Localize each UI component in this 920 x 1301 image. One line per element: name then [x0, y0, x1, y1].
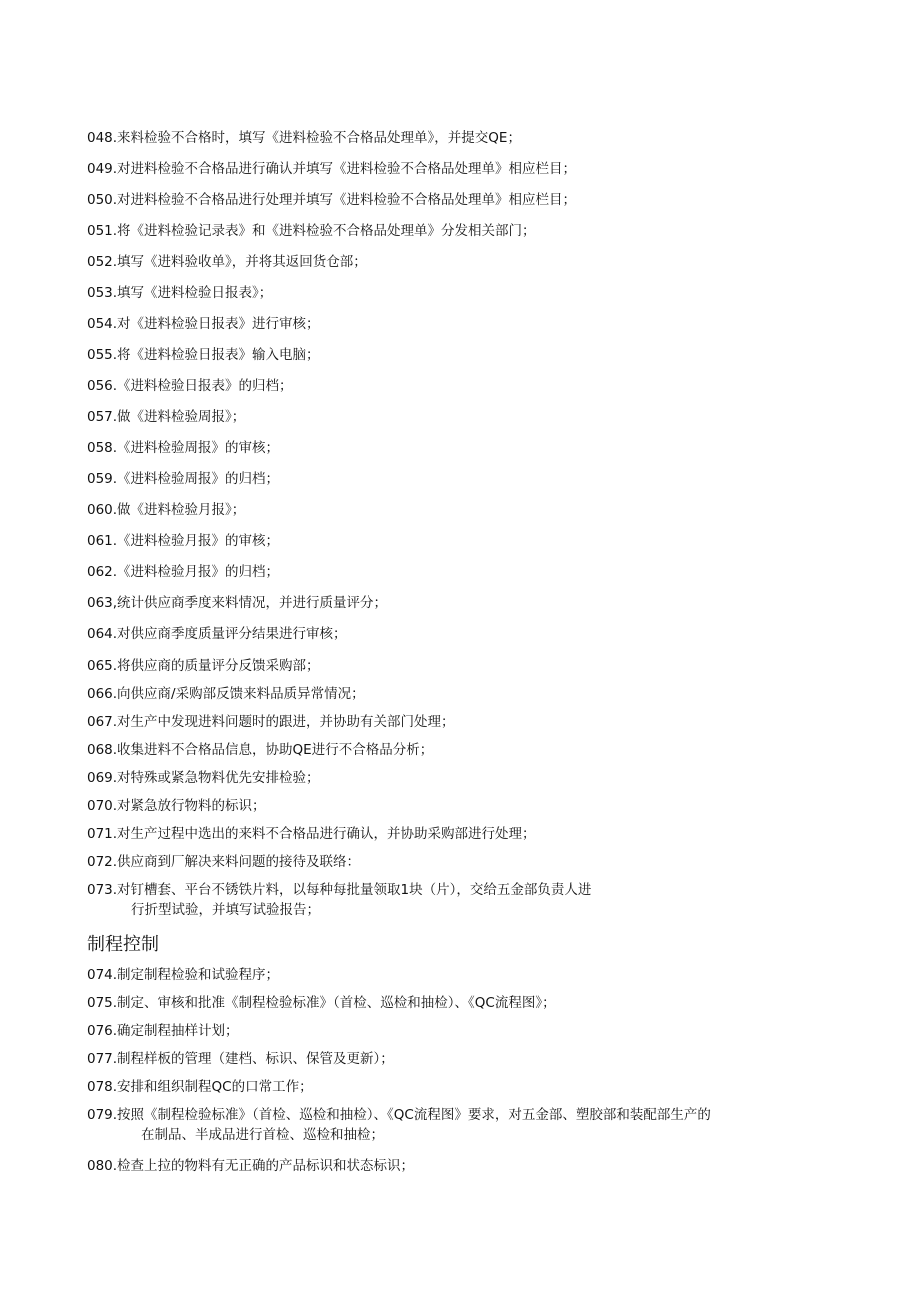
list-item: 077.制程样板的管理（建档、标识、保管及更新）； [87, 1051, 394, 1067]
list-item: 076.确定制程抽样计划； [87, 1023, 239, 1039]
list-item-line: 073.对钉槽套、平台不锈铁片料，以每种每批量领取1块（片），交给五金部负责人进 [87, 882, 592, 898]
list-item: 063,统计供应商季度来料情况，并进行质量评分； [87, 595, 388, 611]
list-item: 051.将《进料检验记录表》和《进料检验不合格品处理单》分发相关部门； [87, 223, 536, 239]
list-item: 064.对供应商季度质量评分结果进行审核； [87, 626, 347, 642]
list-item: 049.对进料检验不合格品进行确认并填写《进料检验不合格品处理单》相应栏目； [87, 161, 577, 177]
list-item-line: 079.按照《制程检验标准》（首检、巡检和抽检）、《QC流程图》要求，对五金部、塑胶部和装配部生产的 [87, 1107, 711, 1123]
list-item: 055.将《进料检验日报表》输入电脑； [87, 347, 320, 363]
list-item: 072.供应商到厂解决来料问题的接待及联络： [87, 854, 361, 870]
list-item: 065.将供应商的质量评分反馈采购部； [87, 658, 320, 674]
list-item: 068.收集进料不合格品信息，协助QE进行不合格品分析； [87, 742, 434, 758]
list-item: 069.对特殊或紧急物料优先安排检验； [87, 770, 320, 786]
list-item-continuation: 在制品、半成品进行首检、巡检和抽检； [141, 1127, 384, 1143]
procedure-list [87, 128, 887, 1184]
list-item: 061.《进料检验月报》的审核； [87, 533, 280, 549]
list-item: 080.检查上拉的物料有无正确的产品标识和状态标识； [87, 1158, 415, 1174]
list-item: 075.制定、审核和批准《制程检验标准》（首检、巡检和抽检）、《QC流程图》； [87, 995, 556, 1011]
list-item: 062.《进料检验月报》的归档； [87, 564, 280, 580]
list-item: 050.对进料检验不合格品进行处理并填写《进料检验不合格品处理单》相应栏目； [87, 192, 577, 208]
list-item: 071.对生产过程中选出的来料不合格品进行确认，并协助采购部进行处理； [87, 826, 536, 842]
list-item: 066.向供应商/采购部反馈来料品质异常情况； [87, 686, 365, 702]
list-item-continuation: 行折型试验，并填写试验报告； [131, 902, 320, 918]
list-item: 056.《进料检验日报表》的归档； [87, 378, 293, 394]
list-item-multiline [87, 880, 887, 937]
list-item: 058.《进料检验周报》的审核； [87, 440, 280, 456]
list-item: 059.《进料检验周报》的归档； [87, 471, 280, 487]
list-item: 078.安排和组织制程QC的口常工作； [87, 1079, 313, 1095]
list-item: 054.对《进料检验日报表》进行审核； [87, 316, 320, 332]
list-item: 067.对生产中发现进料问题时的跟进，并协助有关部门处理； [87, 714, 455, 730]
list-item: 048.来料检验不合格时，填写《进料检验不合格品处理单》，并提交QE； [87, 130, 521, 146]
list-item-multiline [87, 1105, 887, 1156]
list-item: 052.填写《进料验收单》，并将其返回货仓部； [87, 254, 367, 270]
section-heading: 制程控制 [87, 934, 159, 955]
list-item: 074.制定制程检验和试验程序； [87, 967, 280, 983]
list-item: 053.填写《进料检验日报表》； [87, 285, 273, 301]
list-item: 070.对紧急放行物料的标识； [87, 798, 266, 814]
list-item: 060.做《进料检验月报》； [87, 502, 246, 518]
list-item: 057.做《进料检验周报》； [87, 409, 246, 425]
